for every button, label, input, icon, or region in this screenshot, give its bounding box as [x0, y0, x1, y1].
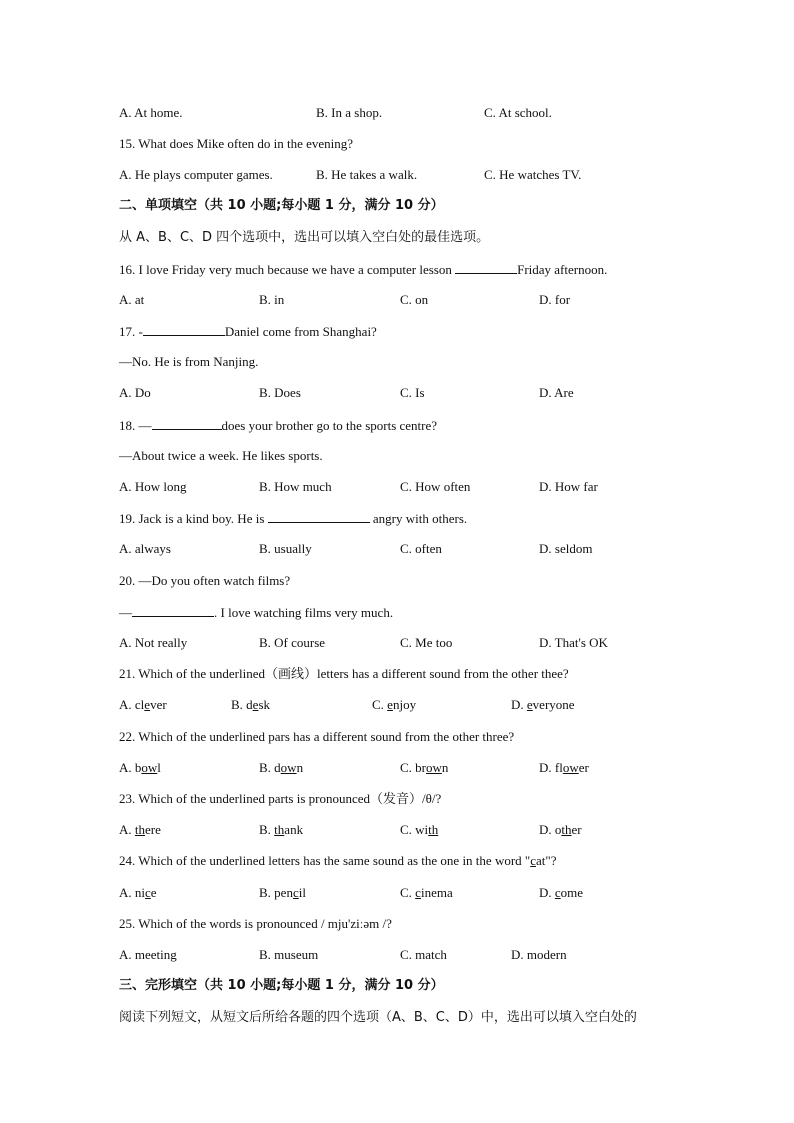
- q14-option-b: B. In a shop.: [316, 105, 383, 120]
- q20-option-d: D. That's OK: [539, 635, 608, 650]
- q23-option-a: A. there: [119, 822, 161, 837]
- q22-option-b: B. down: [259, 760, 304, 775]
- q14-option-a: A. At home.: [119, 105, 183, 120]
- q25-option-b: B. museum: [259, 947, 319, 962]
- section-3-instruction: 阅读下列短文，从短文后所给各题的四个选项（A、B、C、D）中，选出可以填入空白处的: [119, 1010, 637, 1025]
- q18-stem-part1: 18. —: [119, 418, 152, 433]
- section-3-title: 三、完形填空（共 10 小题;每小题 1 分，满分 10 分）: [119, 978, 444, 993]
- q19-stem: [119, 509, 467, 528]
- q25-stem: 25. Which of the words is pronounced / mju'ziːəm /?: [119, 916, 392, 931]
- q24-option-b: B. pencil: [259, 885, 306, 900]
- q17-option-b: B. Does: [259, 385, 301, 400]
- q19-option-b: B. usually: [259, 541, 312, 556]
- q21-stem: 21. Which of the underlined（画线）letters has a different sound from the other thee?: [119, 666, 569, 681]
- q16-stem: [119, 260, 607, 279]
- q16-stem-part1: 16. I love Friday very much because we have a computer lesson: [119, 262, 456, 277]
- q20-option-b: B. Of course: [259, 635, 326, 650]
- q18-stem: [119, 416, 437, 435]
- q19-option-d: D. seldom: [539, 541, 593, 556]
- q21-option-d: D. everyone: [511, 697, 575, 712]
- q23-option-b: B. thank: [259, 822, 304, 837]
- q15-stem: 15. What does Mike often do in the evening?: [119, 136, 354, 151]
- q17-stem-part2: Daniel come from Shanghai?: [224, 324, 377, 339]
- q19-stem-part2: angry with others.: [369, 511, 468, 526]
- q25-option-c: C. match: [400, 947, 447, 962]
- q24-option-d: D. come: [539, 885, 584, 900]
- q17-option-a: A. Do: [119, 385, 151, 400]
- q20-option-c: C. Me too: [400, 635, 453, 650]
- q24-option-c: C. cinema: [400, 885, 453, 900]
- q19-option-a: A. always: [119, 541, 171, 556]
- answer-blank: [143, 322, 225, 336]
- q21-option-c: C. enjoy: [372, 697, 417, 712]
- q19-stem-part1: 19. Jack is a kind boy. He is: [119, 511, 268, 526]
- q22-option-a: A. bowl: [119, 760, 161, 775]
- q22-stem: 22. Which of the underlined pars has a different sound from the other three?: [119, 729, 515, 744]
- q18-stem-part2: does your brother go to the sports centre?: [221, 418, 438, 433]
- q17-option-c: C. Is: [400, 385, 425, 400]
- answer-blank: [132, 603, 214, 617]
- q14-option-c: C. At school.: [484, 105, 552, 120]
- q25-option-a: A. meeting: [119, 947, 177, 962]
- q17-stem-part1: 17. -: [119, 324, 143, 339]
- section-2-instruction: 从 A、B、C、D 四个选项中，选出可以填入空白处的最佳选项。: [119, 230, 490, 245]
- q18-reply: —About twice a week. He likes sports.: [119, 448, 323, 463]
- q15-option-c: C. He watches TV.: [484, 167, 582, 182]
- q16-option-d: D. for: [539, 292, 571, 307]
- q15-option-b: B. He takes a walk.: [316, 167, 418, 182]
- q23-option-d: D. other: [539, 822, 582, 837]
- answer-blank: [152, 416, 222, 430]
- q18-option-b: B. How much: [259, 479, 332, 494]
- q18-option-a: A. How long: [119, 479, 187, 494]
- q18-option-c: C. How often: [400, 479, 471, 494]
- q24-stem: 24. Which of the underlined letters has the same sound as the one in the word "cat"?: [119, 853, 557, 868]
- q23-option-c: C. with: [400, 822, 439, 837]
- q23-stem: 23. Which of the underlined parts is pronounced（发音）/θ/?: [119, 791, 442, 806]
- q17-reply: —No. He is from Nanjing.: [119, 354, 259, 369]
- q20-reply-part2: . I love watching films very much.: [214, 605, 394, 620]
- q18-option-d: D. How far: [539, 479, 598, 494]
- q21-option-a: A. clever: [119, 697, 167, 712]
- q16-option-a: A. at: [119, 292, 145, 307]
- q17-stem: [119, 322, 377, 341]
- q22-option-c: C. brown: [400, 760, 449, 775]
- q22-option-d: D. flower: [539, 760, 589, 775]
- q16-option-c: C. on: [400, 292, 429, 307]
- q24-option-a: A. nice: [119, 885, 157, 900]
- answer-blank: [455, 260, 517, 274]
- q20-option-a: A. Not really: [119, 635, 188, 650]
- q17-option-d: D. Are: [539, 385, 574, 400]
- answer-blank: [268, 509, 370, 523]
- q20-stem: 20. —Do you often watch films?: [119, 573, 291, 588]
- q25-option-d: D. modern: [511, 947, 567, 962]
- q21-option-b: B. desk: [231, 697, 271, 712]
- q16-option-b: B. in: [259, 292, 285, 307]
- q20-reply: [119, 603, 393, 622]
- section-2-title: 二、单项填空（共 10 小题;每小题 1 分，满分 10 分）: [119, 198, 444, 213]
- q16-stem-part2: Friday afternoon.: [517, 262, 608, 277]
- q20-reply-part1: —: [119, 605, 132, 620]
- q15-option-a: A. He plays computer games.: [119, 167, 273, 182]
- q19-option-c: C. often: [400, 541, 442, 556]
